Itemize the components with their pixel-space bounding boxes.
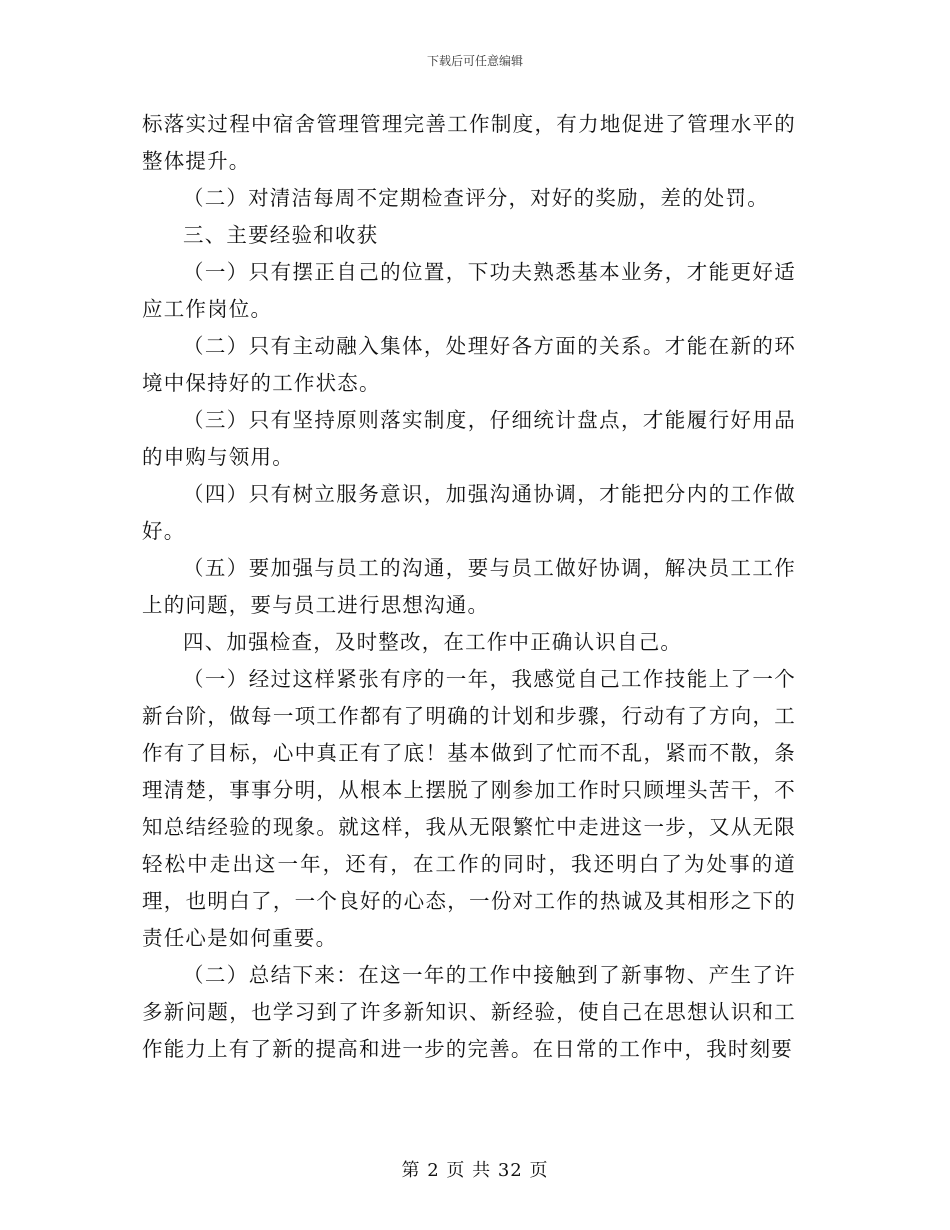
paragraph: （二）只有主动融入集体，处理好各方面的关系。才能在新的环境中保持好的工作状态。 (142, 334, 796, 395)
page-footer: 第 2 页 共 32 页 (401, 1160, 549, 1181)
paragraph: 标落实过程中宿舍管理管理完善工作制度，有力地促进了管理水平的整体提升。 (142, 112, 796, 173)
paragraph: （二）对清洁每周不定期检查评分，对好的奖励，差的处罚。 (183, 186, 769, 210)
section-heading: 三、主要经验和收获 (183, 223, 379, 247)
paragraph: （五）要加强与员工的沟通，要与员工做好协调，解决员工工作上的问题，要与员工进行思想沟通。 (142, 556, 796, 617)
section-heading: 四、加强检查，及时整改，在工作中正确认识自己。 (183, 630, 683, 654)
paragraph: （四）只有树立服务意识，加强沟通协调，才能把分内的工作做好。 (142, 482, 796, 543)
paragraph: （一）只有摆正自己的位置，下功夫熟悉基本业务，才能更好适应工作岗位。 (142, 260, 796, 321)
paragraph: （二）总结下来：在这一年的工作中接触到了新事物、产生了许多新问题，也学习到了许多新知识、新经验，使自己在思想认识和工作能力上有了新的提高和进一步的完善。在日常的工作中，我时刻要 (142, 963, 796, 1061)
page-header: 下载后可任意编辑 (426, 54, 523, 68)
document-body (142, 106, 796, 1068)
paragraph: （三）只有坚持原则落实制度，仔细统计盘点，才能履行好用品的申购与领用。 (142, 408, 796, 469)
paragraph: （一）经过这样紧张有序的一年，我感觉自己工作技能上了一个新台阶，做每一项工作都有了明确的计划和步骤，行动有了方向，工作有了目标，心中真正有了底！基本做到了忙而不乱，紧而不散，条理清楚，事事分明，从根本上摆脱了刚参加工作时只顾埋头苦干，不知总结经验的现象。就这样，我从无限繁忙中走进这一步，又从无限轻松中走出这一年，还有，在工作的同时，我还明白了为处事的道理，也明白了，一个良好的心态，一份对工作的热诚及其相形之下的责任心是如何重要。 (142, 667, 796, 950)
